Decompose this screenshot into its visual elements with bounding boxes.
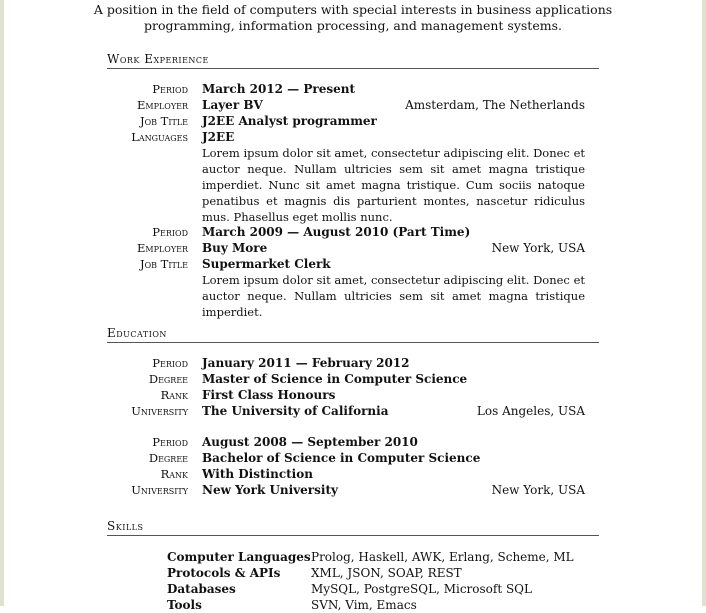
job-1-languages-row <box>0 129 706 145</box>
edu-rank: First Class Honours <box>202 388 336 402</box>
job-languages: J2EE <box>202 130 235 144</box>
employer-label: Employer <box>137 241 188 255</box>
job-title-label: Job Title <box>139 114 188 128</box>
rank-label: Rank <box>160 467 188 481</box>
job-1-description: Lorem ipsum dolor sit amet, consectetur adipiscing elit. Donec et auctor neque. Nullam ultricies sem sit amet magna tristique imperdiet. Nunc sit amet magna tristique. Cum sociis natoque penatibus et magnis dis parturient montes, nascetur ridiculus mus. Phasellus eget mollis nunc. <box>202 146 585 224</box>
job-1-period-row <box>0 81 706 97</box>
skill-row <box>0 597 706 613</box>
period-label: Period <box>152 82 188 96</box>
edu-1-degree-row <box>0 371 706 387</box>
skill-values: Prolog, Haskell, AWK, Erlang, Scheme, ML <box>311 550 574 564</box>
skill-row <box>0 549 706 565</box>
job-employer: Buy More <box>202 241 268 255</box>
edu-location: Los Angeles, USA <box>476 404 585 418</box>
job-1-title-row <box>0 113 706 129</box>
work-experience-heading: Work Experience <box>107 52 209 66</box>
period-label: Period <box>152 435 188 449</box>
edu-2-period-row <box>0 434 706 450</box>
job-1-employer-row <box>0 97 706 113</box>
edu-degree: Master of Science in Computer Science <box>202 372 468 386</box>
skill-category: Tools <box>167 598 202 612</box>
degree-label: Degree <box>148 451 188 465</box>
employer-label: Employer <box>137 98 188 112</box>
job-title: Supermarket Clerk <box>202 257 331 271</box>
job-period: March 2012 — Present <box>202 82 355 96</box>
edu-university: New York University <box>202 483 338 497</box>
skill-values: XML, JSON, SOAP, REST <box>311 566 462 580</box>
edu-period: August 2008 — September 2010 <box>202 435 418 449</box>
period-label: Period <box>152 225 188 239</box>
job-2-title-row <box>0 256 706 272</box>
job-2-period-row <box>0 224 706 240</box>
edu-location: New York, USA <box>491 483 585 497</box>
university-label: University <box>131 483 188 497</box>
skills-heading: Skills <box>107 519 144 533</box>
skill-category: Databases <box>167 582 236 596</box>
degree-label: Degree <box>148 372 188 386</box>
edu-2-university-row <box>0 482 706 498</box>
rank-label: Rank <box>160 388 188 402</box>
objective-line-2: programming, information processing, and management systems. <box>144 18 562 33</box>
work-experience-divider <box>107 68 599 69</box>
skill-category: Protocols & APIs <box>167 566 281 580</box>
job-employer: Layer BV <box>202 98 263 112</box>
job-location: New York, USA <box>491 241 585 255</box>
skill-category: Computer Languages <box>167 550 311 564</box>
skills-divider <box>107 535 599 536</box>
edu-1-period-row <box>0 355 706 371</box>
period-label: Period <box>152 356 188 370</box>
job-2-description: Lorem ipsum dolor sit amet, consectetur adipiscing elit. Donec et auctor neque. Nullam ultricies sem sit amet magna tristique imperdiet. <box>202 273 585 319</box>
edu-rank: With Distinction <box>202 467 313 481</box>
skill-values: MySQL, PostgreSQL, Microsoft SQL <box>311 582 532 596</box>
skill-row <box>0 565 706 581</box>
education-heading: Education <box>107 326 167 340</box>
objective-statement <box>0 2 706 34</box>
edu-1-rank-row <box>0 387 706 403</box>
edu-degree: Bachelor of Science in Computer Science <box>202 451 481 465</box>
job-2-employer-row <box>0 240 706 256</box>
edu-2-degree-row <box>0 450 706 466</box>
skill-values: SVN, Vim, Emacs <box>311 598 417 612</box>
job-location: Amsterdam, The Netherlands <box>405 98 585 112</box>
edu-2-rank-row <box>0 466 706 482</box>
edu-university: The University of California <box>202 404 389 418</box>
edu-1-university-row <box>0 403 706 419</box>
job-title-label: Job Title <box>139 257 188 271</box>
languages-label: Languages <box>131 130 188 144</box>
objective-line-1: A position in the field of computers with special interests in business applications <box>93 2 613 17</box>
skill-row <box>0 581 706 597</box>
education-divider <box>107 342 599 343</box>
university-label: University <box>131 404 188 418</box>
edu-period: January 2011 — February 2012 <box>202 356 410 370</box>
job-period: March 2009 — August 2010 (Part Time) <box>202 225 471 239</box>
job-title: J2EE Analyst programmer <box>202 114 377 128</box>
